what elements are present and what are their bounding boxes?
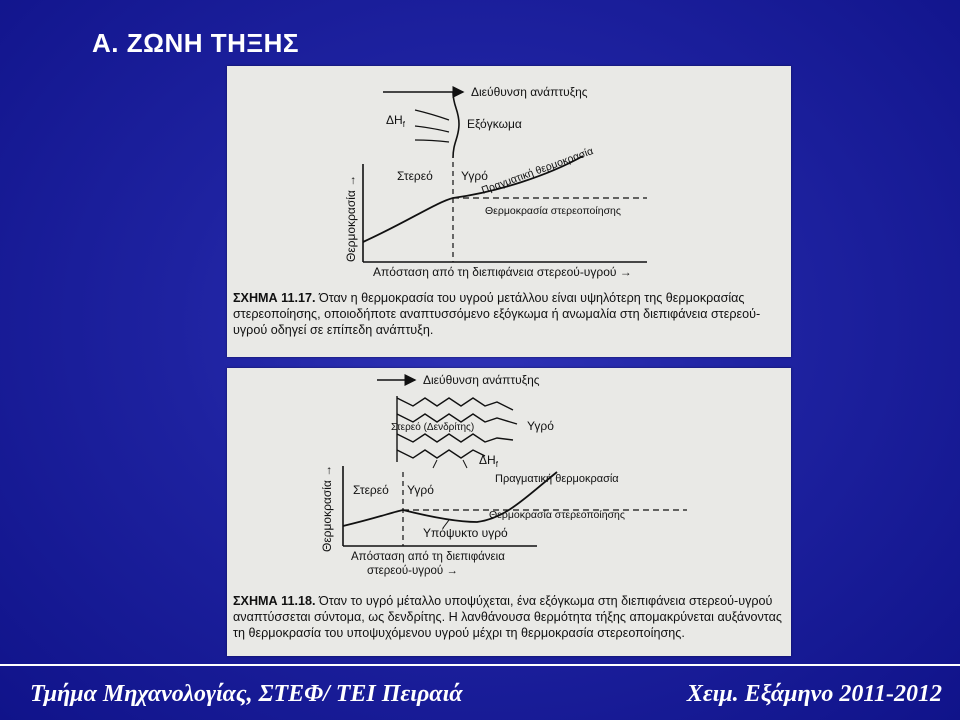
x-axis-label-line1: Απόσταση από τη διεπιφάνεια xyxy=(351,551,505,563)
solidification-temperature-label: Θερμοκρασία στερεοποίησης xyxy=(485,205,621,217)
caption-text: Όταν το υγρό μέταλλο υποψύχεται, ένα εξόγκωμα στη διεπιφάνεια στερεού-υγρού αναπτύσσεται σύντομα, ως δενδρίτης. Η λανθάνουσα θερμότητα τήξης απομακρύνεται αυξάνοντας τη θερμοκρασία του υποψυχόμενου υγρού μέχρι τη θερμοκρασία στερεοποίησης. xyxy=(233,594,782,640)
dendrite-arm xyxy=(397,450,485,458)
delta-hf-label: $\Delta H_f$ xyxy=(386,113,405,129)
liquid-label: Υγρό xyxy=(461,169,488,183)
solid-label: Στερεό xyxy=(353,483,389,497)
footer-department: Τμήμα Μηχανολογίας, ΣΤΕΦ/ ΤΕΙ Πειραιά xyxy=(30,681,463,707)
footer-semester: Χειμ. Εξάμηνο 2011-2012 xyxy=(686,681,942,707)
solidification-temperature-label: Θερμοκρασία στερεοποίησης xyxy=(489,509,625,521)
caption-label: ΣΧΗΜΑ 11.18. xyxy=(233,594,316,608)
protrusion-label: Εξόγκωμα xyxy=(467,117,522,131)
undercooled-liquid-label: Υπόψυκτο υγρό xyxy=(423,526,508,540)
heat-arrow xyxy=(433,460,437,468)
caption-text: Όταν η θερμοκρασία του υγρού μετάλλου είναι υψηλότερη της θερμοκρασίας στερεοποίησης, οποιοδήποτε αναπτυσσόμενο εξόγκωμα ή ανωμαλία στη διεπιφάνεια στερεού-υγρού οδηγεί σε επίπεδη ανάπτυξη. xyxy=(233,291,761,337)
solid-label: Στερεό xyxy=(397,169,433,183)
figure-11-18 xyxy=(227,368,791,656)
figure-11-18-diagram xyxy=(227,368,791,592)
x-axis-label-line2: στερεού-υγρού → xyxy=(367,565,458,577)
heat-flow-line xyxy=(415,110,449,120)
figure-11-17-caption xyxy=(233,290,783,338)
liquid-top-label: Υγρό xyxy=(527,419,554,433)
liquid-label: Υγρό xyxy=(407,483,434,497)
figure-11-17-diagram xyxy=(227,66,791,290)
heat-flow-line xyxy=(415,126,449,132)
y-axis-label: Θερμοκρασία → xyxy=(320,464,334,552)
actual-temperature-label: Πραγματική θερμοκρασία xyxy=(495,473,619,485)
heat-arrow xyxy=(463,460,467,468)
figure-11-17 xyxy=(227,66,791,357)
slide-title: A. ΖΩΝΗ ΤΗΞΗΣ xyxy=(92,28,299,58)
delta-hf-label: $\Delta H_f$ xyxy=(479,453,498,469)
caption-label: ΣΧΗΜΑ 11.17. xyxy=(233,291,316,305)
solid-dendrite-label: Στερεό (Δενδρίτης) xyxy=(391,422,475,433)
footer-divider xyxy=(0,664,960,666)
figure-11-18-caption xyxy=(233,593,783,641)
x-axis-label: Απόσταση από τη διεπιφάνεια στερεού-υγρού → xyxy=(373,265,632,279)
dendrite-arm xyxy=(397,434,513,442)
actual-temperature-label: Πραγματική θερμοκρασία xyxy=(479,145,595,197)
dendrite-arm xyxy=(397,398,513,410)
protrusion-interface xyxy=(453,92,459,158)
heat-flow-line xyxy=(415,140,449,142)
growth-direction-label: Διεύθυνση ανάπτυξης xyxy=(423,373,540,387)
y-axis-label: Θερμοκρασία → xyxy=(344,174,358,262)
growth-direction-label: Διεύθυνση ανάπτυξης xyxy=(471,85,588,99)
